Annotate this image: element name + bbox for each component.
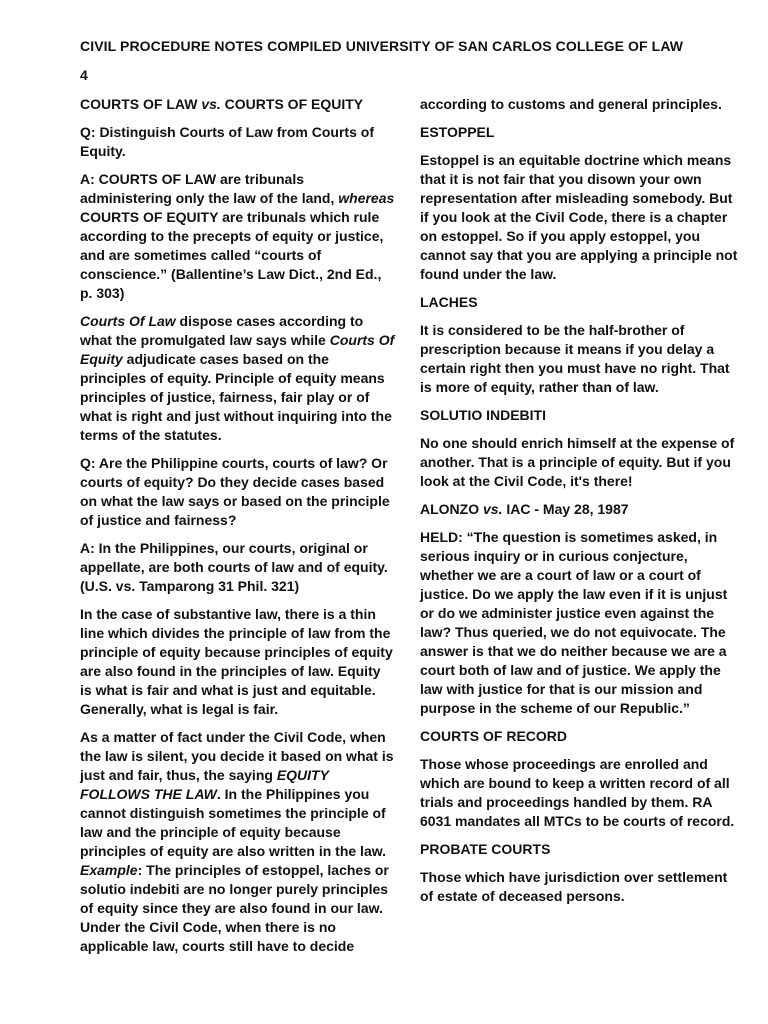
answer-italic: whereas [338, 190, 395, 206]
paragraph-laches: It is considered to be the half-brother of prescription because it means if you delay a certain right then you must have no right. That is more of equity, rather than of law. [420, 322, 730, 395]
paragraph-italic: Courts Of Equity [80, 332, 395, 367]
answer-text: COURTS OF EQUITY are tribunals which rule according to the precepts of equity or justice, and are sometimes called “courts of conscience.” (Ballentine’s Law Dict., 2nd Ed., p. 303) [80, 209, 384, 301]
case-text: IAC - May 28, 1987 [502, 501, 629, 517]
paragraph-courts-of-record: Those whose proceedings are enrolled and which are bound to keep a written record of all trials and proceedings handled by them. RA 6031 mandates all MTCs to be courts of record. [420, 756, 735, 829]
paragraph-civil-code [80, 728, 396, 956]
paragraph-estoppel: Estoppel is an equitable doctrine which means that it is not fair that you disown your own representation after misleading somebody. But if you look at the Civil Code, there is a chapter on estoppel. So if you apply estoppel, you cannot say that you are applying a principle not found under the law. [420, 152, 738, 282]
paragraph-held: HELD: “The question is sometimes asked, in serious inquiry or in curious conjecture, whether we are a court of law or a court of justice. Do we apply the law even if it is unjust or do we administer justice even against the law? Thus queried, we do not equivocate. The answer is that we do neither because we are a court both of law and of justice. We apply the law with justice for that is our mission and purpose in the scheme of our Republic.” [420, 529, 728, 716]
section-heading-probate-courts: PROBATE COURTS [420, 841, 551, 857]
paragraph-text: adjudicate cases based on the principles of equity. Principle of equity means principles of justice, fairness, fair play or of what is right and just without inquiring into the terms of the statutes. [80, 351, 392, 443]
question-2: Q: Are the Philippine courts, courts of law? Or courts of equity? Do they decide cases based on what the law says or based on the principle of justice and fairness? [80, 455, 390, 528]
paragraph-italic: Courts Of Law [80, 313, 176, 329]
answer-1 [80, 170, 396, 303]
case-heading-alonzo-vs-iac [420, 500, 742, 519]
paragraph-text: As a matter of fact under the Civil Code, when the law is silent, you decide it based on what is just and fair, thus, the saying [80, 729, 394, 783]
heading-vs: vs. [201, 96, 221, 112]
paragraph-italic: Example [80, 862, 138, 878]
page-number: 4 [80, 67, 88, 83]
right-column [420, 95, 742, 915]
left-column [80, 95, 396, 965]
paragraph-solutio-indebiti: No one should enrich himself at the expense of another. That is a principle of equity. But if you look at the Civil Code, it's there! [420, 435, 735, 489]
paragraph-continuation: according to customs and general principles. [420, 96, 722, 112]
case-text: ALONZO [420, 501, 483, 517]
section-heading-solutio-indebiti: SOLUTIO INDEBITI [420, 407, 546, 423]
paragraph-courts-of-law [80, 312, 396, 445]
heading-text: COURTS OF LAW [80, 96, 202, 112]
section-heading-courts-of-law-vs-equity [80, 95, 396, 114]
paragraph-text: : The principles of estoppel, laches or solutio indebiti are no longer purely principles of equity since they are also found in our law. Under the Civil Code, when there is no applicable law, courts still have to decide [80, 862, 389, 954]
section-heading-courts-of-record: COURTS OF RECORD [420, 728, 567, 744]
answer-text: A: COURTS OF LAW are tribunals administering only the law of the land, [80, 171, 339, 206]
section-heading-estoppel: ESTOPPEL [420, 124, 495, 140]
case-vs: vs. [483, 501, 503, 517]
paragraph-italic: EQUITY FOLLOWS THE LAW [80, 767, 329, 802]
paragraph-probate-courts: Those which have jurisdiction over settlement of estate of deceased persons. [420, 869, 728, 904]
heading-text: COURTS OF EQUITY [220, 96, 364, 112]
paragraph-text: . In the Philippines you cannot distinguish sometimes the principle of law and the principle of equity because principles of equity are also written in the law. [80, 786, 386, 859]
section-heading-laches: LACHES [420, 294, 478, 310]
question-1: Q: Distinguish Courts of Law from Courts of Equity. [80, 124, 374, 159]
answer-2: A: In the Philippines, our courts, original or appellate, are both courts of law and of equity. (U.S. vs. Tamparong 31 Phil. 321) [80, 540, 388, 594]
document-header: CIVIL PROCEDURE NOTES COMPILED UNIVERSITY OF SAN CARLOS COLLEGE OF LAW [80, 38, 684, 54]
paragraph-substantive-law: In the case of substantive law, there is a thin line which divides the principle of law from the principle of equity because principles of equity are also found in the principles of law. Equity is what is fair and what is just and equitable. Generally, what is legal is fair. [80, 606, 393, 717]
paragraph-text: dispose cases according to what the promulgated law says while [80, 313, 364, 348]
